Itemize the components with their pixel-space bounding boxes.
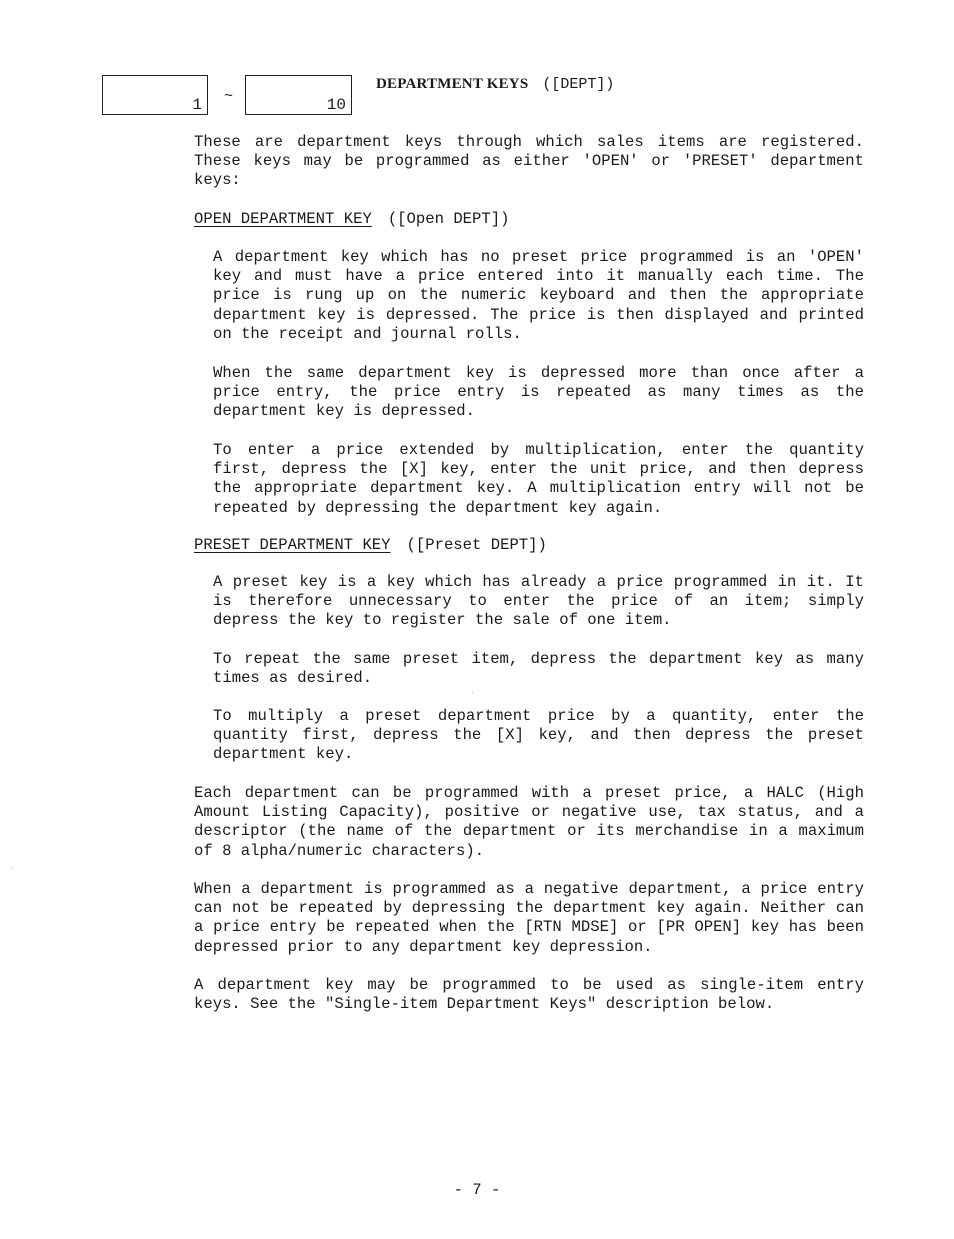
department-key-1-box	[102, 75, 208, 115]
open-dept-title: OPEN DEPARTMENT KEY	[194, 210, 372, 228]
preset-dept-subheading	[194, 536, 547, 555]
scan-speck	[12, 868, 13, 869]
open-dept-paragraph-3: To enter a price extended by multiplication, enter the quantity first, depress the [X] key, enter the unit price, and then depress the appropriate department key. A multiplication entry will not be repeated by depressing the department key again.	[213, 441, 864, 517]
preset-dept-paragraph-3: To multiply a preset department price by a quantity, enter the quantity first, depress the [X] key, and then depress the preset department key.	[213, 707, 864, 764]
section-title: DEPARTMENT KEYS	[376, 76, 529, 92]
single-item-paragraph: A department key may be programmed to be used as single-item entry keys. See the "Single-item Department Keys" description below.	[194, 976, 864, 1014]
open-dept-key: ([Open DEPT])	[387, 210, 510, 228]
section-title-key: ([DEPT])	[542, 76, 615, 93]
department-key-10-box	[245, 75, 352, 115]
key-number-last: 10	[326, 96, 346, 114]
preset-dept-paragraph-1: A preset key is a key which has already a price programmed in it. It is therefore unnecessary to enter the price of an item; simply depress the key to register the sale of one item.	[213, 573, 864, 630]
key-box-underline	[102, 114, 116, 115]
open-dept-paragraph-1: A department key which has no preset price programmed is an 'OPEN' key and must have a price entered into it manually each time. The price is rung up on the numeric keyboard and then the appropriate department key is depressed. The price is then displayed and printed on the receipt and journal rolls.	[213, 248, 864, 343]
key-range-separator: ~	[224, 88, 234, 105]
key-number-first: 1	[192, 96, 202, 114]
preset-dept-title: PRESET DEPARTMENT KEY	[194, 536, 391, 554]
scan-speck	[472, 692, 473, 693]
open-dept-subheading	[194, 210, 509, 229]
preset-dept-key: ([Preset DEPT])	[406, 536, 547, 554]
programming-paragraph: Each department can be programmed with a preset price, a HALC (High Amount Listing Capacity), positive or negative use, tax status, and a descriptor (the name of the department or its merchandise in a maximum of 8 alpha/numeric characters).	[194, 784, 864, 860]
open-dept-paragraph-2: When the same department key is depressed more than once after a price entry, the price entry is repeated as many times as the department key is depressed.	[213, 364, 864, 421]
page-number: - 7 -	[453, 1181, 501, 1199]
intro-paragraph: These are department keys through which sales items are registered. These keys may be programmed as either 'OPEN' or 'PRESET' department keys:	[194, 133, 864, 190]
section-heading	[376, 75, 614, 94]
preset-dept-paragraph-2: To repeat the same preset item, depress the department key as many times as desired.	[213, 650, 864, 688]
negative-department-paragraph: When a department is programmed as a negative department, a price entry can not be repeated by depressing the department key again. Neither can a price entry be repeated when the [RTN MDSE] or [PR OPEN] key has been depressed prior to any department key depression.	[194, 880, 864, 956]
